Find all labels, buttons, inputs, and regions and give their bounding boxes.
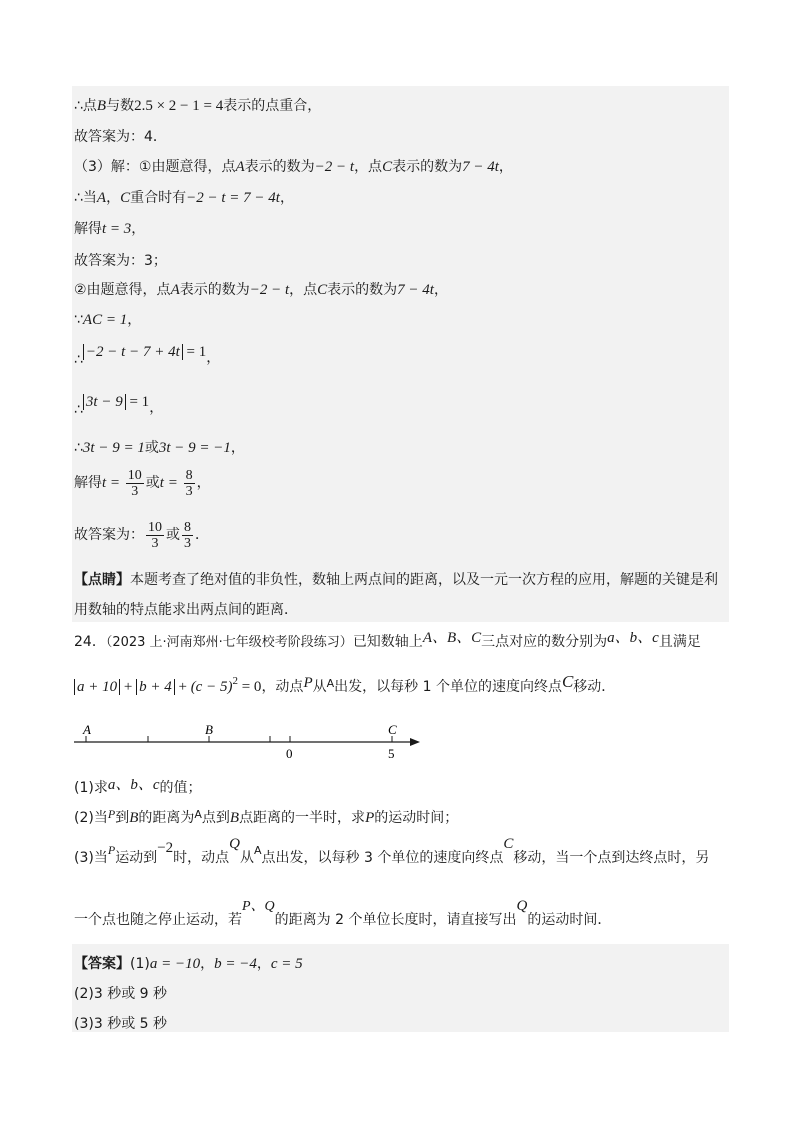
comment-line-2: 用数轴的特点能求出两点间的距离．: [74, 602, 298, 618]
point-label-a: A: [83, 722, 91, 737]
comment-line-1: 【点睛】本题考查了绝对值的非负性，数轴上两点间的距离，以及一元一次方程的应用，解题的关键是利: [74, 572, 718, 588]
fraction-10-3: $\frac{10}{3}$: [127, 467, 142, 499]
fraction-10-3: $\frac{10}{3}$: [148, 519, 162, 551]
fraction-8-3: $\frac{8}{3}$: [185, 467, 193, 499]
point-label-b: B: [205, 722, 213, 737]
solution-line-13: 故答案为： $\frac{10}{3}$ 或 $\frac{8}{3}$ ．: [74, 519, 209, 551]
solution-line-5: 解得t = 3，: [74, 221, 146, 237]
question-part-3: (3)当P运动到−2时，动点Q从$^A$点出发，以每秒 3 个单位的速度向终点C移动，当一个点到达终点时，另: [74, 836, 710, 866]
answer-line-1: 【答案】(1)a = −10，b = −4，c = 5: [74, 956, 303, 972]
fraction-8-3: $\frac{8}{3}$: [184, 519, 191, 551]
solution-line-11: ∴3t − 9 = 1或3t − 9 = −1，: [74, 440, 245, 456]
solution-line-6: 故答案为：3；: [74, 253, 167, 269]
solution-line-7: ②由题意得，点A表示的数为−2 − t，点C表示的数为7 − 4t，: [74, 282, 448, 298]
tick-label-five: 5: [388, 746, 395, 761]
question-part-2: (2)当P到B的距离为$^A$点到B点距离的一半时，求P的运动时间；: [74, 807, 459, 826]
question-header: 24．（2023 上·河南郑州·七年级校考阶段练习）已知数轴上A、B、C三点对应的数分别为a、b、c且满足: [74, 630, 701, 650]
answer-line-3: (3)3 秒或 5 秒: [74, 1016, 167, 1032]
question-part-1: (1)求a、b、c的值；: [74, 777, 202, 796]
point-label-c: C: [388, 722, 397, 737]
solution-line-10: ∴ 3t − 9 = 1，: [74, 394, 164, 418]
solution-line-8: ∵AC = 1，: [74, 312, 142, 328]
solution-line-1: ∴点B与数2.5 × 2 − 1 = 4表示的点重合，: [74, 98, 322, 114]
solution-line-4: ∴当A，C重合时有−2 − t = 7 − 4t，: [74, 190, 294, 206]
question-condition: $a + 10 + b + 4 + (c - 5)^2 = 0$，动点P从$^A$出发，以每秒 1 个单位的速度向终点C移动．: [74, 676, 615, 698]
number-line-arrow: [410, 738, 420, 746]
solution-line-2: 故答案为：4．: [74, 129, 167, 145]
solution-line-9: ∴ −2 − t − 7 + 4t = 1，: [74, 344, 221, 368]
question-part-3-continued: 一个点也随之停止运动，若P、Q的距离为 2 个单位长度时，请直接写出Q的运动时间．: [74, 898, 612, 928]
solution-line-3: （3）解：①由题意得，点A表示的数为−2 − t，点C表示的数为7 − 4t，: [74, 159, 513, 175]
solution-line-12: 解得t = $\frac{10}{3}$ 或t = $\frac{8}{3}$ ，: [74, 467, 211, 499]
tick-label-zero: 0: [286, 746, 293, 761]
answer-line-2: (2)3 秒或 9 秒: [74, 986, 167, 1002]
